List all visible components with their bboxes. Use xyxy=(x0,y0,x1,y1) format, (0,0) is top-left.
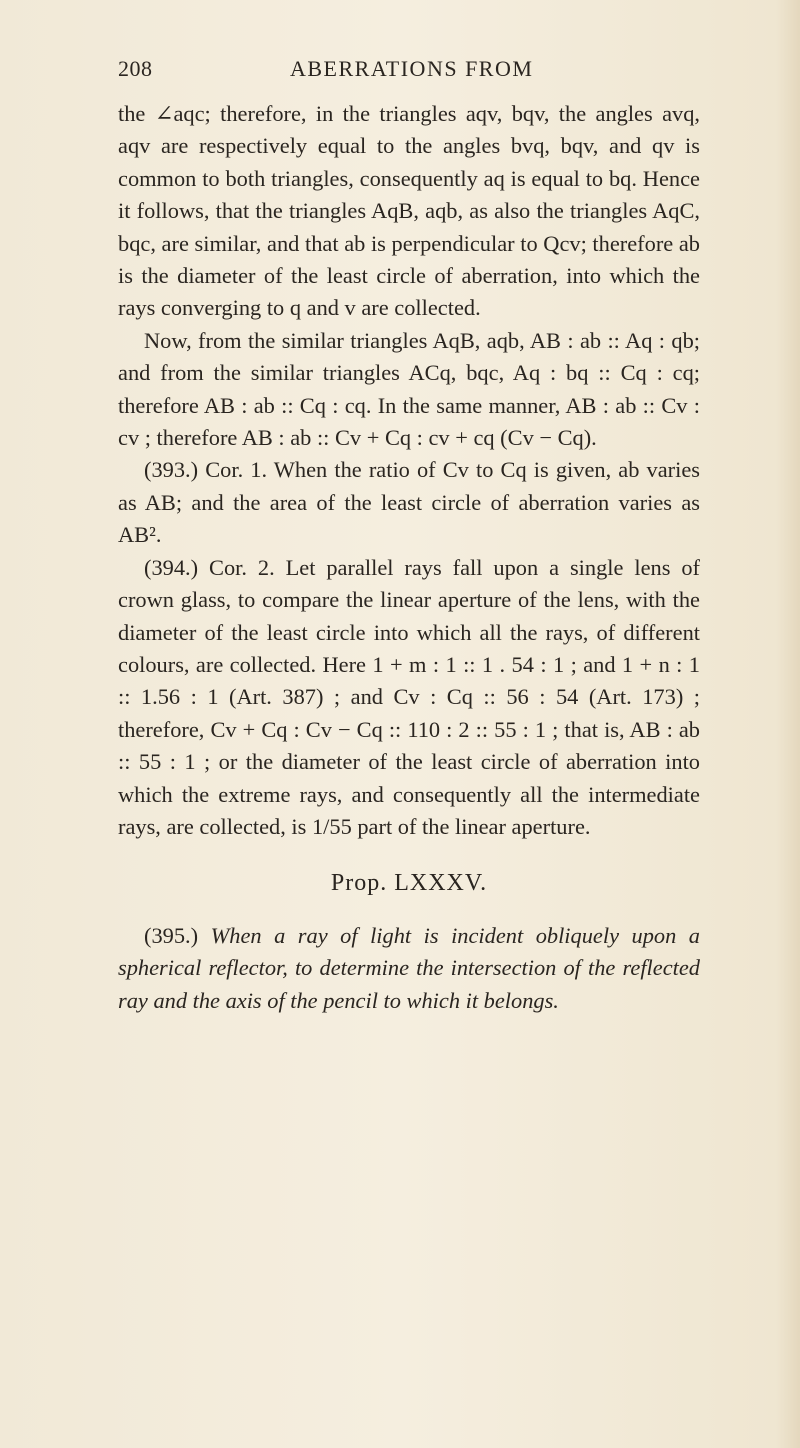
paragraph-corollary-1: (393.) Cor. 1. When the ratio of Cv to Cq is given, ab varies as AB; and the area of the least circle of aberration varies as AB². xyxy=(118,457,700,548)
page-body xyxy=(118,98,700,1017)
paragraph-similar-triangles: Now, from the similar triangles AqB, aqb, AB : ab :: Aq : qb; and from the similar triangles ACq, bqc, Aq : bq :: Cq : cq; therefore AB : ab :: Cq : cq. In the same manner, AB : ab :: Cv : cv ; therefore AB : ab :: Cv + Cq : cv + cq (Cv − Cq). xyxy=(118,327,700,451)
page-number: 208 xyxy=(118,56,153,81)
running-title: ABERRATIONS FROM xyxy=(290,56,534,81)
proposition-statement xyxy=(118,920,700,1017)
proposition-text: When a ray of light is incident obliquely upon a spherical reflector, to determine the intersection of the reflected ray and the axis of the pencil to which it belongs. xyxy=(118,922,700,1013)
proposition-number: (395.) xyxy=(144,922,199,948)
proposition-heading: Prop. LXXXV. xyxy=(330,870,488,897)
paragraph-continuation: the ∠aqc; therefore, in the triangles aqv, bqv, the angles avq, aqv are respectively equal to the angles bvq, bqv, and qv is common to both triangles, consequently aq is equal to bq. Hence it follows, that the triangles AqB, aqb, as also the triangles AqC, bqc, are similar, and that ab is perpendicular to Qcv; therefore ab is the diameter of the least circle of aberration, into which the rays converging to q and v are collected. xyxy=(118,101,700,321)
paragraph-corollary-2: (394.) Cor. 2. Let parallel rays fall upon a single lens of crown glass, to compare the linear aperture of the lens, with the diameter of the least circle into which all the rays, of different colours, are collected. Here 1 + m : 1 :: 1 . 54 : 1 ; and 1 + n : 1 :: 1.56 : 1 (Art. 387) ; and Cv : Cq :: 56 : 54 (Art. 173) ; therefore, Cv + Cq : Cv − Cq :: 110 : 2 :: 55 : 1 ; that is, AB : ab :: 55 : 1 ; or the diameter of the least circle of aberration into which the extreme rays, and consequently all the intermediate rays, are collected, is 1/55 part of the linear aperture. xyxy=(118,554,700,839)
